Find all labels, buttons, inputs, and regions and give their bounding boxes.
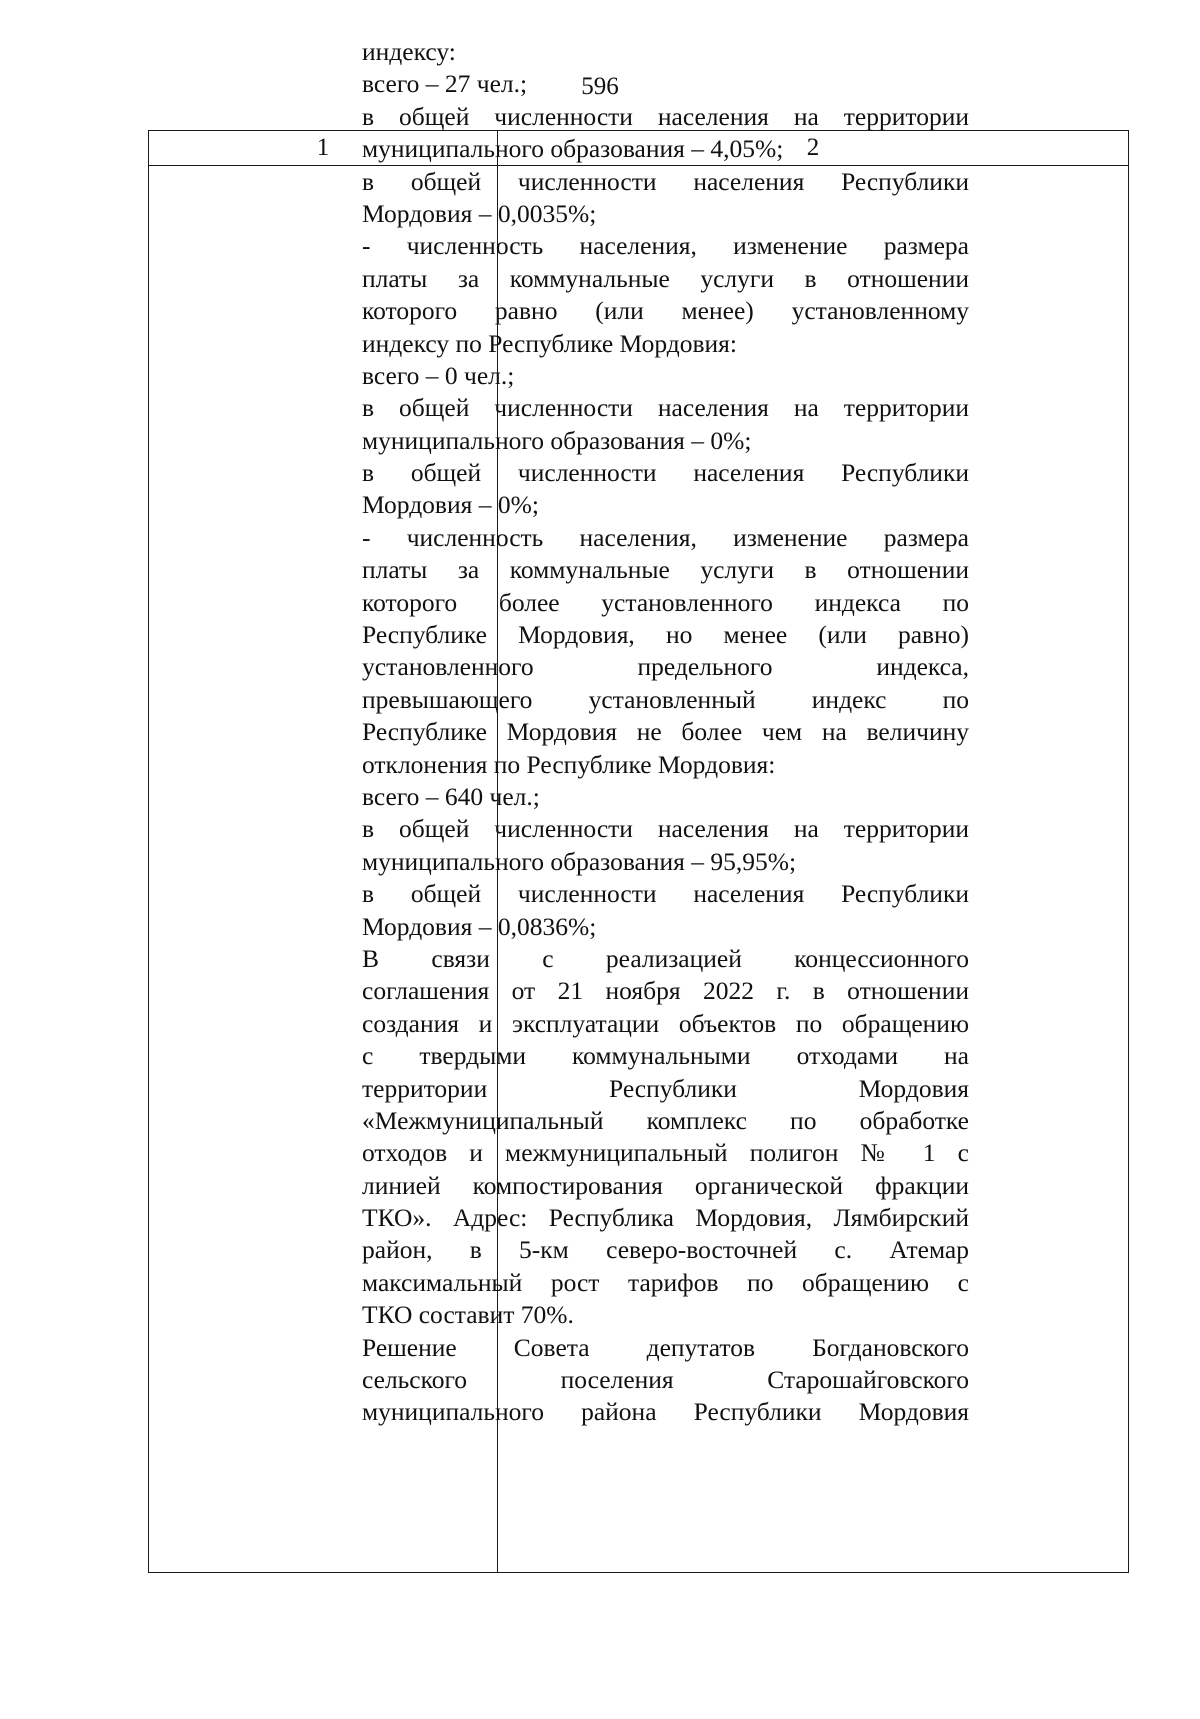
- text-line: Решение Совета депутатов Богдановского: [362, 1332, 969, 1362]
- text-line: муниципального образования – 95,95%;: [362, 846, 797, 876]
- text-line: «Межмуниципальный комплекс по обработке: [362, 1105, 969, 1135]
- text-line: индексу:: [362, 37, 456, 66]
- text-line: территории Республики Мордовия: [362, 1073, 969, 1103]
- text-line: которого более установленного индекса по: [362, 587, 969, 617]
- text-line: район, в 5-км северо-восточней с. Атемар: [362, 1235, 969, 1265]
- column-header-2: 2: [806, 134, 820, 161]
- text-line: Республике Мордовия, но менее (или равно): [362, 620, 969, 650]
- text-line: платы за коммунальные услуги в отношении: [362, 555, 969, 585]
- text-line: - численность населения, изменение размера: [362, 522, 969, 552]
- text-line: В связи с реализацией концессионного: [362, 943, 969, 973]
- text-line: превышающего установленный индекс по: [362, 684, 969, 714]
- text-line: линией компостирования органической фракции: [362, 1170, 969, 1200]
- text-line: Мордовия – 0,0035%;: [362, 198, 597, 228]
- text-line: максимальный рост тарифов по обращению с: [362, 1267, 969, 1297]
- text-line: в общей численности населения на территории: [362, 393, 969, 423]
- text-line: в общей численности населения Республики: [362, 879, 969, 909]
- text-line: в общей численности населения Республики: [362, 458, 969, 488]
- text-line: всего – 640 чел.;: [362, 781, 540, 811]
- text-line: ТКО». Адрес: Республика Мордовия, Лямбирский: [362, 1203, 969, 1233]
- text-line: Мордовия – 0%;: [362, 490, 539, 520]
- text-line: в общей численности населения на территории: [362, 101, 969, 131]
- text-line: Мордовия – 0,0836%;: [362, 911, 597, 941]
- column-header-1: 1: [316, 134, 330, 161]
- text-line: установленного предельного индекса,: [362, 652, 969, 682]
- text-line: в общей численности населения Республики: [362, 166, 969, 196]
- page-number: 596: [581, 73, 619, 100]
- text-line: в общей численности населения на территории: [362, 814, 969, 844]
- text-line: с твердыми коммунальными отходами на: [362, 1041, 969, 1071]
- text-line: - численность населения, изменение размера: [362, 231, 969, 261]
- text-line: соглашения от 21 ноября 2022 г. в отношении: [362, 976, 969, 1006]
- column-2-cell: [362, 36, 969, 1429]
- text-line: которого равно (или менее) установленному: [362, 296, 969, 326]
- text-line: муниципального образования – 0%;: [362, 425, 752, 455]
- text-line: сельского поселения Старошайговского: [362, 1365, 969, 1395]
- text-line: муниципального образования – 4,05%;: [362, 134, 784, 164]
- text-line: Республике Мордовия не более чем на величину: [362, 717, 969, 747]
- text-line: всего – 0 чел.;: [362, 360, 515, 390]
- text-line: всего – 27 чел.;: [362, 69, 528, 99]
- text-line: отклонения по Республике Мордовия:: [362, 749, 776, 779]
- text-line: ТКО составит 70%.: [362, 1300, 574, 1330]
- text-line: индексу по Республике Мордовия:: [362, 328, 737, 358]
- text-line: отходов и межмуниципальный полигон № 1 с: [362, 1138, 969, 1168]
- text-line: муниципального района Республики Мордовия: [362, 1397, 969, 1427]
- text-line: платы за коммунальные услуги в отношении: [362, 263, 969, 293]
- text-line: создания и эксплуатации объектов по обращению: [362, 1008, 969, 1038]
